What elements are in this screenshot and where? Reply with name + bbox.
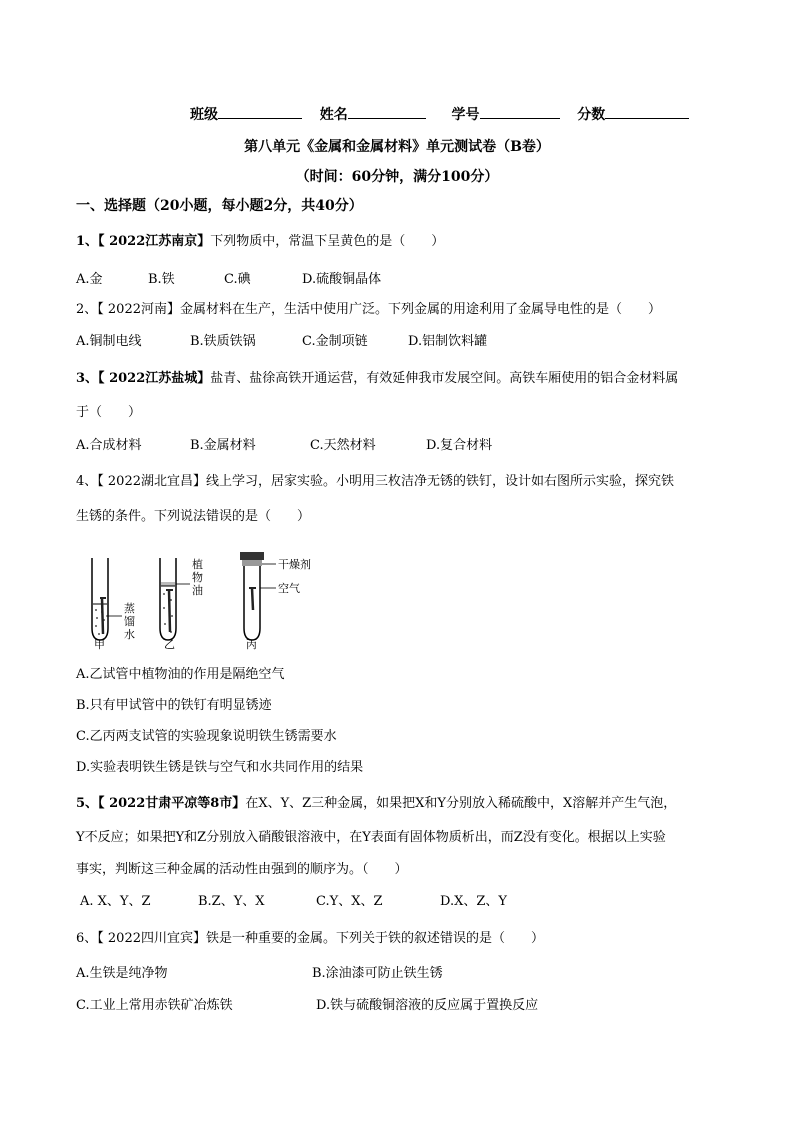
option-d: D.铝制饮料罐 (408, 334, 488, 349)
question-3 (76, 371, 678, 387)
option-d: D.铁与硫酸铜溶液的反应属于置换反应 (316, 998, 539, 1013)
question-3-cont: 于（ ） (76, 405, 142, 420)
page-subtitle: （时间：60分钟，满分100分） (295, 169, 499, 185)
test-tube-a (92, 558, 122, 640)
tube-c-label: 丙 (246, 638, 257, 650)
class-label: 班级 (190, 107, 218, 123)
option-a: A.金 (76, 272, 103, 287)
question-source-tag: 【 2022河南】 (97, 302, 180, 317)
question-5 (76, 796, 676, 812)
question-number: 4、 (76, 474, 98, 489)
oil-label-1: 植 (192, 558, 203, 571)
question-source-tag: 【 2022江苏盐城】 (98, 371, 211, 386)
question-4 (76, 474, 674, 490)
option-d: D.X、Z、Y (440, 894, 507, 909)
option-b: B.涂油漆可防止铁生锈 (312, 966, 443, 981)
option-b: B.只有甲试管中的铁钉有明显锈迹 (76, 698, 272, 713)
option-c: C.碘 (224, 272, 251, 287)
question-number: 1、 (76, 234, 99, 249)
question-6 (76, 931, 544, 947)
option-a: A.生铁是纯净物 (76, 966, 168, 981)
question-5-cont-1: Y不反应；如果把Y和Z分别放入硝酸银溶液中，在Y表面有固体物质析出，而Z没有变化。根据以上实验 (76, 830, 666, 845)
desiccant-label: 干燥剂 (278, 558, 311, 571)
question-number: 6、 (76, 931, 98, 946)
option-c: C.天然材料 (310, 438, 376, 453)
option-b: B.铁 (148, 272, 175, 287)
option-a: A.乙试管中植物油的作用是隔绝空气 (76, 667, 285, 682)
test-tube-c (240, 552, 276, 640)
class-blank[interactable] (218, 104, 302, 119)
score-blank[interactable] (605, 104, 689, 119)
option-a: A.合成材料 (76, 438, 142, 453)
question-source-tag: 【 2022四川宜宾】 (97, 931, 206, 946)
water-label-1: 蒸 (124, 602, 135, 615)
score-label: 分数 (577, 107, 606, 123)
question-text: 在X、Y、Z三种金属，如果把X和Y分别放入稀硫酸中，X溶解并产生气泡， (245, 796, 677, 811)
question-source-tag: 【 2022江苏南京】 (98, 234, 211, 249)
page-title: 第八单元《金属和金属材料》单元测试卷（B卷） (244, 139, 550, 155)
question-1 (76, 234, 444, 250)
question-text: 盐青、盐徐高铁开通运营，有效延伸我市发展空间。高铁车厢使用的铝合金材料属 (210, 371, 679, 386)
option-d: D.硫酸铜晶体 (302, 272, 382, 287)
question-text: 线上学习，居家实验。小明用三枚洁净无锈的铁钉，设计如右图所示实验，探究铁 (206, 474, 675, 489)
oil-label-2: 物 (192, 571, 203, 584)
water-label-3: 水 (124, 628, 135, 641)
question-number: 3、 (76, 371, 99, 386)
section-heading: 一、选择题（20小题，每小题2分，共40分） (76, 198, 363, 214)
question-number: 5、 (76, 796, 99, 811)
option-b: B.Z、Y、X (198, 894, 265, 909)
name-label: 姓名 (319, 107, 348, 123)
option-d: D.实验表明铁生锈是铁与空气和水共同作用的结果 (76, 760, 364, 775)
test-tube-b (160, 558, 190, 640)
question-2 (76, 302, 661, 318)
option-c: C.Y、X、Z (316, 894, 383, 909)
number-label: 学号 (451, 107, 480, 123)
option-a: A. X、Y、Z (80, 894, 151, 909)
question-source-tag: 【 2022湖北宜昌】 (97, 474, 206, 489)
water-label-2: 馏 (124, 615, 135, 628)
oil-label-3: 油 (192, 584, 203, 597)
option-a: A.铜制电线 (76, 334, 142, 349)
question-source-tag: 【 2022甘肃平凉等8市】 (98, 796, 246, 811)
question-5-cont-2: 事实，判断这三种金属的活动性由强到的顺序为。（ ） (76, 862, 408, 877)
rust-experiment-figure (76, 548, 316, 650)
option-c: C.乙丙两支试管的实验现象说明铁生锈需要水 (76, 729, 337, 744)
option-c: C.工业上常用赤铁矿冶炼铁 (76, 998, 233, 1013)
option-b: B.金属材料 (190, 438, 256, 453)
air-label: 空气 (278, 582, 300, 595)
option-c: C.金制项链 (302, 334, 368, 349)
question-number: 2、 (76, 302, 98, 317)
question-text: 金属材料在生产，生活中使用广泛。下列金属的用途利用了金属导电性的是（ ） (180, 302, 662, 317)
question-text: 下列物质中，常温下呈黄色的是（ ） (210, 234, 445, 249)
question-text: 铁是一种重要的金属。下列关于铁的叙述错误的是（ ） (206, 931, 545, 946)
tube-a-label: 甲 (94, 638, 105, 650)
number-blank[interactable] (480, 104, 560, 119)
option-b: B.铁质铁锅 (190, 334, 256, 349)
student-info-row (190, 104, 689, 124)
question-4-cont: 生锈的条件。下列说法错误的是（ ） (76, 509, 311, 524)
tube-b-label: 乙 (164, 638, 175, 650)
option-d: D.复合材料 (426, 438, 493, 453)
name-blank[interactable] (348, 104, 426, 119)
